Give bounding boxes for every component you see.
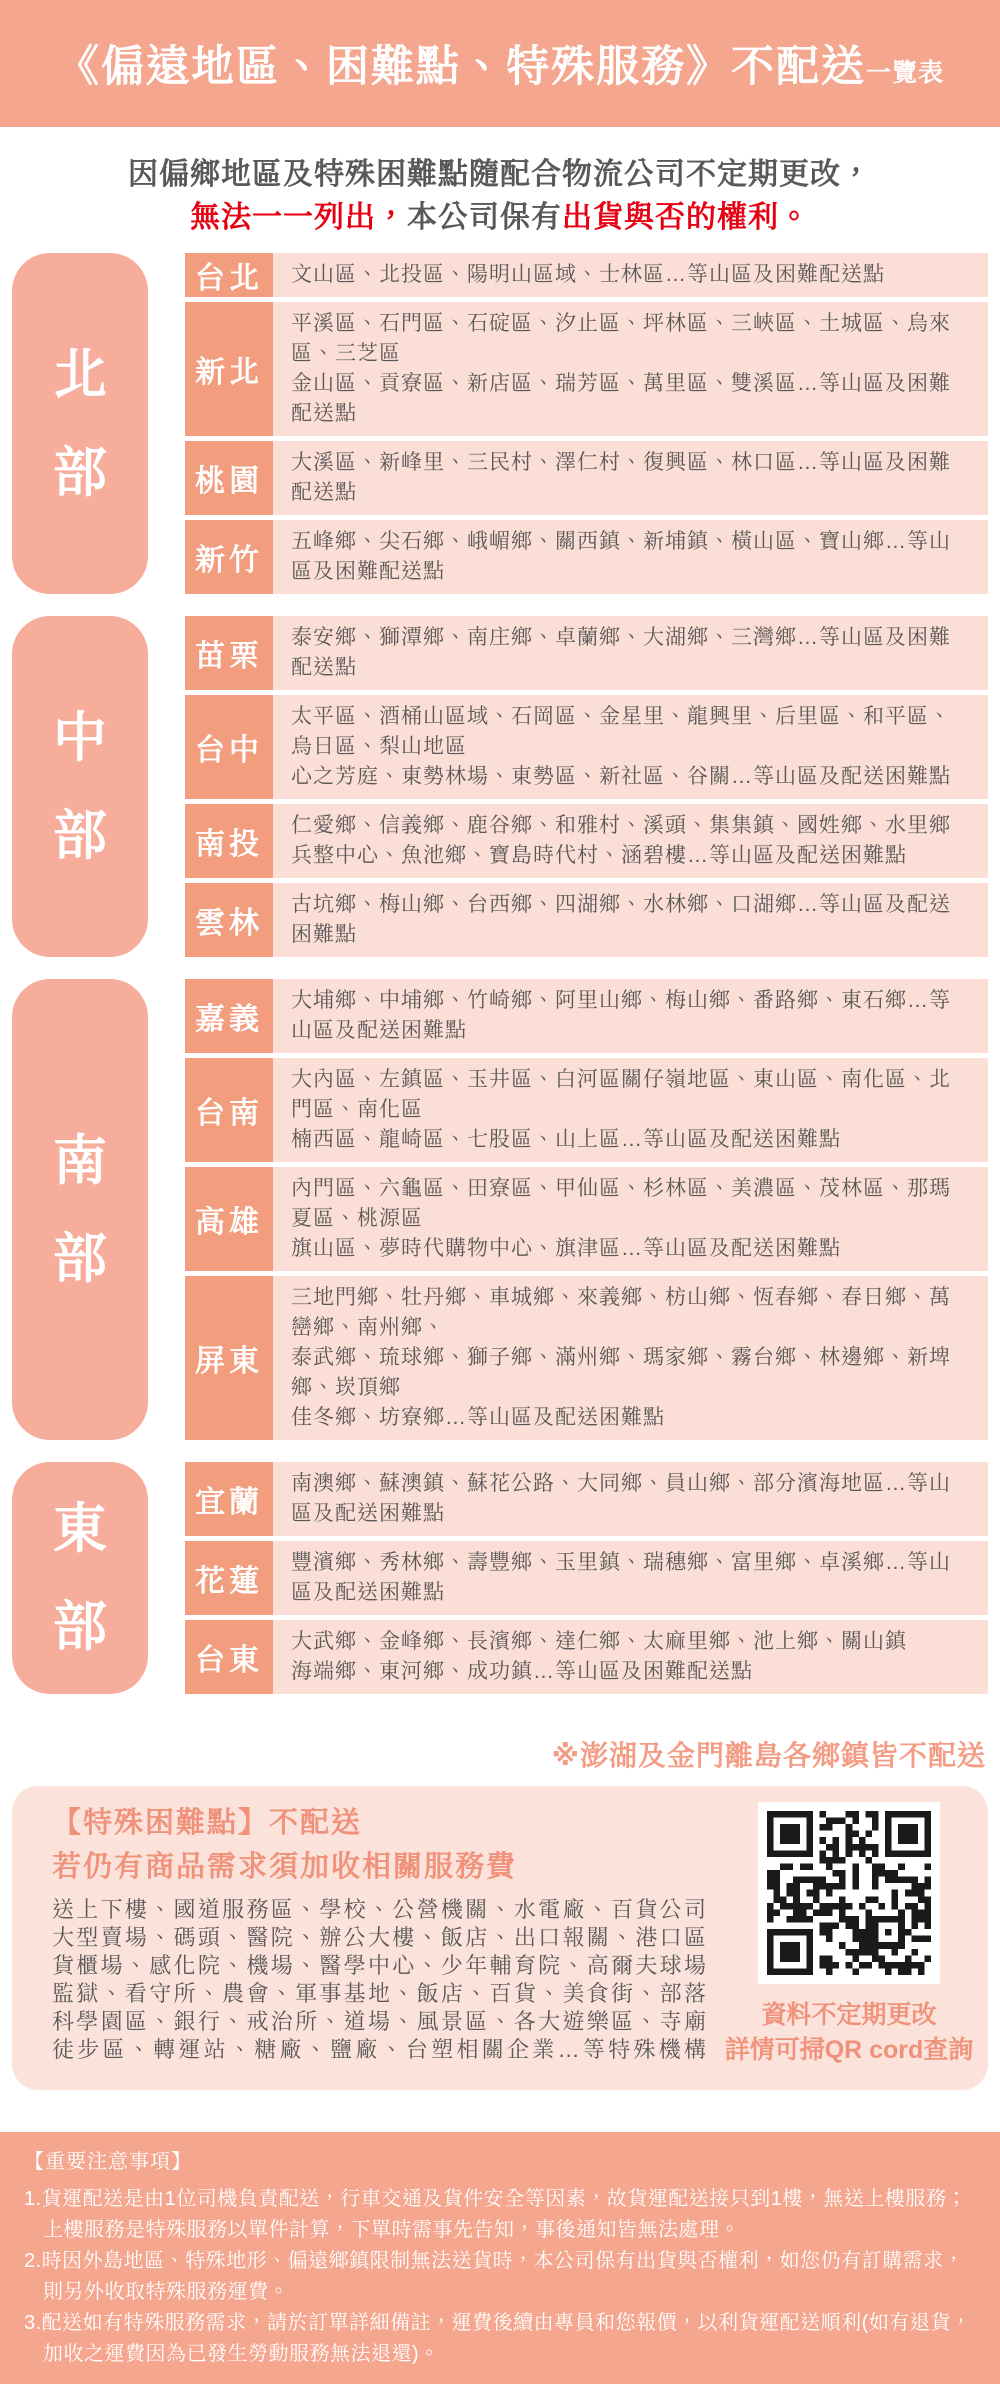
special-subheading: 若仍有商品需求須加收相關服務費 <box>52 1851 518 1883</box>
area-line: 太平區、酒桶山區域、石岡區、金星里、龍興里、后里區、和平區、烏日區、梨山地區 <box>291 705 951 758</box>
special-body-line: 送上下樓、國道服務區、學校、公營機關、水電廠、百貨公司 <box>52 1897 707 1922</box>
region-rows <box>185 616 988 957</box>
city-label: 南投 <box>185 804 273 878</box>
city-areas <box>273 616 988 690</box>
region-rows <box>185 1462 988 1694</box>
city-label: 台中 <box>185 695 273 799</box>
area-line: 海端鄉、東河鄉、成功鎮…等山區及困難配送點 <box>291 1660 753 1683</box>
area-line: 南澳鄉、蘇澳鎮、蘇花公路、大同鄉、員山鄉、部分濱海地區…等山區及配送困難點 <box>291 1472 951 1525</box>
area-line: 大內區、左鎮區、玉井區、白河區關仔嶺地區、東山區、南化區、北門區、南化區 <box>291 1068 951 1121</box>
region-section <box>12 1462 988 1694</box>
footer-heading: 【重要注意事項】 <box>24 2151 192 2173</box>
area-line: 平溪區、石門區、石碇區、汐止區、坪林區、三峽區、土城區、烏來區、三芝區 <box>291 312 951 365</box>
city-row <box>185 1620 988 1694</box>
footer-note-item: 3.配送如有特殊服務需求，請於訂單詳細備註，運費後續由專員和您報價，以利貨運配送順利(如有退貨，加收之運費因為已發生勞動服務無法退還)。 <box>24 2312 972 2365</box>
intro-red-text-1: 無法一一列出， <box>190 201 407 234</box>
city-areas <box>273 253 988 297</box>
area-line: 大武鄉、金峰鄉、長濱鄉、達仁鄉、太麻里鄉、池上鄉、關山鎮 <box>291 1630 907 1653</box>
region-section <box>12 616 988 957</box>
city-row <box>185 253 988 297</box>
city-label: 台南 <box>185 1058 273 1162</box>
region-rows <box>185 253 988 594</box>
special-section-qr-column <box>724 1802 974 2068</box>
city-areas <box>273 695 988 799</box>
city-row <box>185 883 988 957</box>
region-label <box>12 979 148 1440</box>
city-areas <box>273 804 988 878</box>
area-line: 金山區、貢寮區、新店區、瑞芳區、萬里區、雙溪區…等山區及困難配送點 <box>291 372 951 425</box>
area-line: 三地門鄉、牡丹鄉、車城鄉、來義鄉、枋山鄉、恆春鄉、春日鄉、萬巒鄉、南州鄉、 <box>291 1286 951 1339</box>
city-areas <box>273 1167 988 1271</box>
city-label: 台東 <box>185 1620 273 1694</box>
region-label-char: 部 <box>53 1228 107 1289</box>
area-line: 泰安鄉、獅潭鄉、南庄鄉、卓蘭鄉、大湖鄉、三灣鄉…等山區及困難配送點 <box>291 626 951 679</box>
intro-line-2 <box>0 196 1000 239</box>
footer-note-item: 1.貨運配送是由1位司機負責配送，行車交通及貨件安全等因素，故貨運配送接只到1樓，無送上樓服務；上樓服務是特殊服務以單件計算，下單時需事先告知，事後通知皆無法處理。 <box>24 2188 967 2241</box>
page-title <box>56 33 944 94</box>
area-line: 豐濱鄉、秀林鄉、壽豐鄉、玉里鎮、瑞穗鄉、富里鄉、卓溪鄉…等山區及配送困難點 <box>291 1551 951 1604</box>
region-label-char: 中 <box>53 707 107 768</box>
region-label-char: 部 <box>53 1597 107 1657</box>
footer-items <box>24 2184 976 2370</box>
area-line: 大埔鄉、中埔鄉、竹崎鄉、阿里山鄉、梅山鄉、番路鄉、東石鄉…等山區及配送困難點 <box>291 989 951 1042</box>
city-areas <box>273 979 988 1053</box>
city-areas <box>273 520 988 594</box>
area-line: 文山區、北投區、陽明山區域、士林區…等山區及困難配送點 <box>291 263 885 286</box>
city-label: 新北 <box>185 302 273 436</box>
intro-dark-text: 本公司保有 <box>407 201 562 234</box>
city-areas <box>273 1620 988 1694</box>
notes-footer <box>0 2132 1000 2384</box>
region-label-char: 部 <box>53 805 107 866</box>
city-label: 雲林 <box>185 883 273 957</box>
area-line: 心之芳庭、東勢林場、東勢區、新社區、谷關…等山區及配送困難點 <box>291 765 951 788</box>
area-line: 佳冬鄉、坊寮鄉…等山區及配送困難點 <box>291 1406 665 1429</box>
region-rows <box>185 979 988 1440</box>
regions-table <box>0 253 1000 1716</box>
area-line: 仁愛鄉、信義鄉、鹿谷鄉、和雅村、溪頭、集集鎮、國姓鄉、水里鄉 <box>291 814 951 837</box>
city-row <box>185 1541 988 1615</box>
city-row <box>185 804 988 878</box>
region-label <box>12 253 148 594</box>
intro-text <box>0 127 1000 253</box>
city-row <box>185 520 988 594</box>
special-section-text <box>52 1802 736 2068</box>
city-areas <box>273 1462 988 1536</box>
special-heading: 【特殊困難點】不配送 <box>52 1807 363 1839</box>
city-areas <box>273 883 988 957</box>
city-row <box>185 979 988 1053</box>
city-row <box>185 1167 988 1271</box>
special-body-line: 大型賣場、碼頭、醫院、辦公大樓、飯店、出口報關、港口區 <box>52 1925 707 1950</box>
city-row <box>185 441 988 515</box>
city-row <box>185 302 988 436</box>
region-label-char: 東 <box>53 1499 107 1559</box>
region-label <box>12 616 148 957</box>
city-label: 高雄 <box>185 1167 273 1271</box>
region-section <box>12 253 988 594</box>
city-row <box>185 695 988 799</box>
islands-note: ※澎湖及金門離島各鄉鎮皆不配送 <box>551 1740 986 1771</box>
area-line: 旗山區、夢時代購物中心、旗津區…等山區及配送困難點 <box>291 1237 841 1260</box>
page-header <box>0 0 1000 127</box>
footer-note-item: 2.時因外島地區、特殊地形、偏遠鄉鎮限制無法送貨時，本公司保有出貨與否權利，如您仍有訂購需求，則另外收取特殊服務運費。 <box>24 2250 965 2303</box>
region-section <box>12 979 988 1440</box>
page-title-suffix: 一覽表 <box>865 59 944 87</box>
special-body-line: 貨櫃場、感化院、機場、醫學中心、少年輔育院、高爾夫球場 <box>52 1953 707 1978</box>
city-row <box>185 616 988 690</box>
qr-code <box>758 1802 940 1984</box>
city-row <box>185 1058 988 1162</box>
city-label: 花蓮 <box>185 1541 273 1615</box>
city-row <box>185 1462 988 1536</box>
special-body-line: 徒步區、轉運站、糖廠、鹽廠、台塑相關企業…等特殊機構 <box>52 2037 707 2062</box>
city-label: 桃園 <box>185 441 273 515</box>
intro-line-1: 因偏鄉地區及特殊困難點隨配合物流公司不定期更改， <box>128 158 872 191</box>
city-label: 台北 <box>185 253 273 297</box>
qr-caption <box>725 1998 974 2068</box>
city-label: 嘉義 <box>185 979 273 1053</box>
city-areas <box>273 302 988 436</box>
city-label: 苗栗 <box>185 616 273 690</box>
special-body <box>52 1896 707 2064</box>
page-title-main: 《偏遠地區、困難點、特殊服務》不配送 <box>55 43 866 91</box>
city-areas <box>273 1058 988 1162</box>
region-label-char: 南 <box>53 1130 107 1191</box>
city-areas <box>273 1276 988 1440</box>
city-label: 新竹 <box>185 520 273 594</box>
qr-caption-line-1: 資料不定期更改 <box>761 2001 937 2029</box>
area-line: 兵整中心、魚池鄉、寶島時代村、涵碧樓…等山區及配送困難點 <box>291 844 907 867</box>
city-label: 宜蘭 <box>185 1462 273 1536</box>
intro-red-text-2: 出貨與否的權利。 <box>562 201 810 234</box>
special-body-line: 科學園區、銀行、戒治所、道場、風景區、各大遊樂區、寺廟 <box>52 2009 707 2034</box>
region-label-char: 部 <box>53 442 107 503</box>
area-line: 大溪區、新峰里、三民村、澤仁村、復興區、林口區…等山區及困難配送點 <box>291 451 951 504</box>
area-line: 內門區、六龜區、田寮區、甲仙區、杉林區、美濃區、茂林區、那瑪夏區、桃源區 <box>291 1177 951 1230</box>
special-body-line: 監獄、看守所、農會、軍事基地、飯店、百貨、美食街、部落 <box>52 1981 707 2006</box>
area-line: 楠西區、龍崎區、七股區、山上區…等山區及配送困難點 <box>291 1128 841 1151</box>
city-label: 屏東 <box>185 1276 273 1440</box>
special-section <box>12 1786 988 2090</box>
city-areas <box>273 1541 988 1615</box>
area-line: 古坑鄉、梅山鄉、台西鄉、四湖鄉、水林鄉、口湖鄉…等山區及配送困難點 <box>291 893 951 946</box>
city-row <box>185 1276 988 1440</box>
area-line: 五峰鄉、尖石鄉、峨嵋鄉、關西鎮、新埔鎮、橫山區、寶山鄉…等山區及困難配送點 <box>291 530 951 583</box>
city-areas <box>273 441 988 515</box>
area-line: 泰武鄉、琉球鄉、獅子鄉、滿州鄉、瑪家鄉、霧台鄉、林邊鄉、新埤鄉、崁頂鄉 <box>291 1346 951 1399</box>
region-label <box>12 1462 148 1694</box>
region-label-char: 北 <box>53 344 107 405</box>
qr-caption-line-2: 詳情可掃QR cord查詢 <box>724 2036 974 2064</box>
